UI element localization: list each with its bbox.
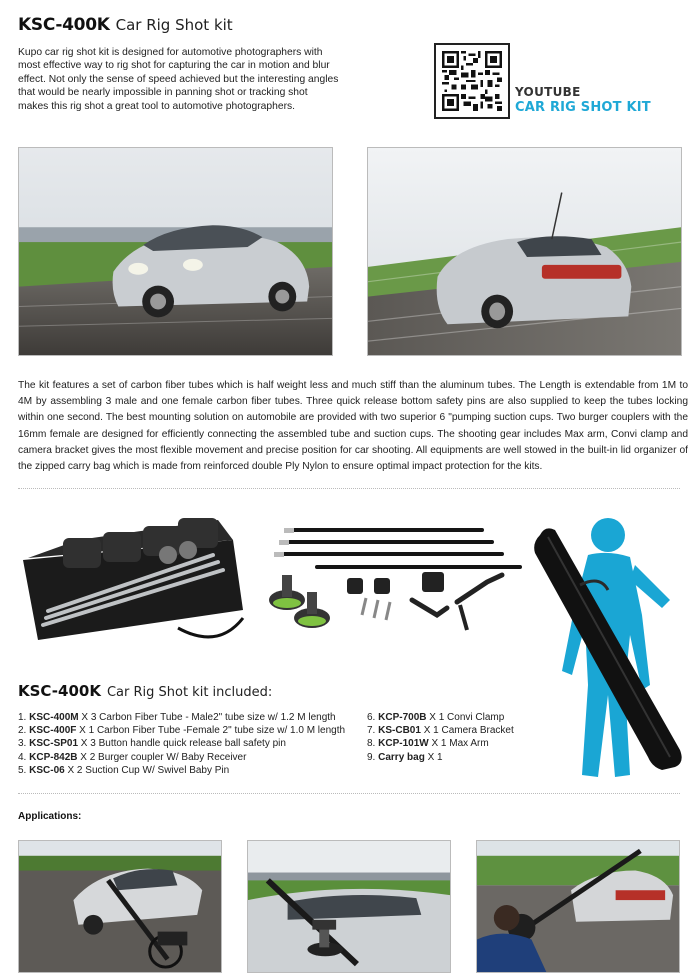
photo-application-2 [247, 840, 451, 973]
included-name: Car Rig Shot kit included: [106, 685, 273, 700]
list-item: 9. Carry bag X 1 [367, 751, 443, 763]
list-item: 2. KSC-400F X 1 Carbon Fiber Tube -Female 2" tube size w/ 1.0 M length [18, 725, 346, 737]
youtube-label: YOUTUBE [515, 85, 581, 99]
included-title [18, 682, 272, 701]
photo-car-front [18, 147, 333, 356]
intro-paragraph: Kupo car rig shot kit is designed for automotive photographers with most effective way to rig shot for capturing the car in motion and blur effect. Not only the sense of speed achieved but the interesting angles that would be nearly impossible in panning shot or tracking shot makes this rig shot a great tool to automotive photographers. [18, 47, 339, 112]
youtube-video-title: CAR RIG SHOT KIT [515, 100, 651, 115]
list-item: 6. KCP-700B X 1 Convi Clamp [367, 712, 505, 723]
list-item: 1. KSC-400M X 3 Carbon Fiber Tube - Male2" tube size w/ 1.2 M length [18, 712, 336, 723]
photo-kit-in-bag [18, 500, 246, 650]
product-code: KSC-400K [18, 15, 110, 35]
list-item: 7. KS-CB01 X 1 Camera Bracket [367, 725, 514, 737]
photo-kit-components [262, 520, 524, 635]
kit-description: The kit features a set of carbon fiber tubes which is half weight less and much stiff than the aluminum tubes. The Length is extendable from 1M to 4M by assembling 3 male and one female carbon fiber tubes. Three quick release bottom safety pins are also supplied to keep the tubes locking within one second. The best mounting solution on automobile are provided with two superior 6 "pumping suction cups. Two burger couplers with the 16mm female are designed for efficiently connecting the assembled tube and suction cups. The shooting gear includes Max arm, Convi clamp and camera bracket gives the most flexible movement and precise position for car shooting. All equipments are well stowed in the built-in lid organizer of the zipped carry bag which is made from reinforced double Ply Nylon to ensure optimal impact protection for the kits. [18, 380, 688, 473]
qr-code[interactable] [434, 43, 510, 119]
list-item: 3. KSC-SP01 X 3 Button handle quick release ball safety pin [18, 738, 286, 750]
youtube-link[interactable] [515, 84, 651, 116]
photo-car-rear [367, 147, 682, 356]
qr-code-icon [442, 51, 502, 111]
photo-carry-bag-silhouette [530, 505, 690, 790]
product-name: Car Rig Shot kit [115, 16, 233, 34]
applications-label: Applications: [18, 811, 82, 822]
photo-application-3 [476, 840, 680, 973]
photo-application-1 [18, 840, 222, 973]
included-code: KSC-400K [18, 682, 101, 700]
page-title [18, 15, 233, 35]
divider [18, 793, 680, 794]
list-item: 8. KCP-101W X 1 Max Arm [367, 738, 489, 750]
list-item: 4. KCP-842B X 2 Burger coupler W/ Baby Receiver [18, 751, 247, 763]
list-item: 5. KSC-06 X 2 Suction Cup W/ Swivel Baby Pin [18, 764, 230, 776]
divider [18, 488, 680, 489]
included-list-right [367, 711, 514, 764]
included-list-left [18, 711, 345, 777]
